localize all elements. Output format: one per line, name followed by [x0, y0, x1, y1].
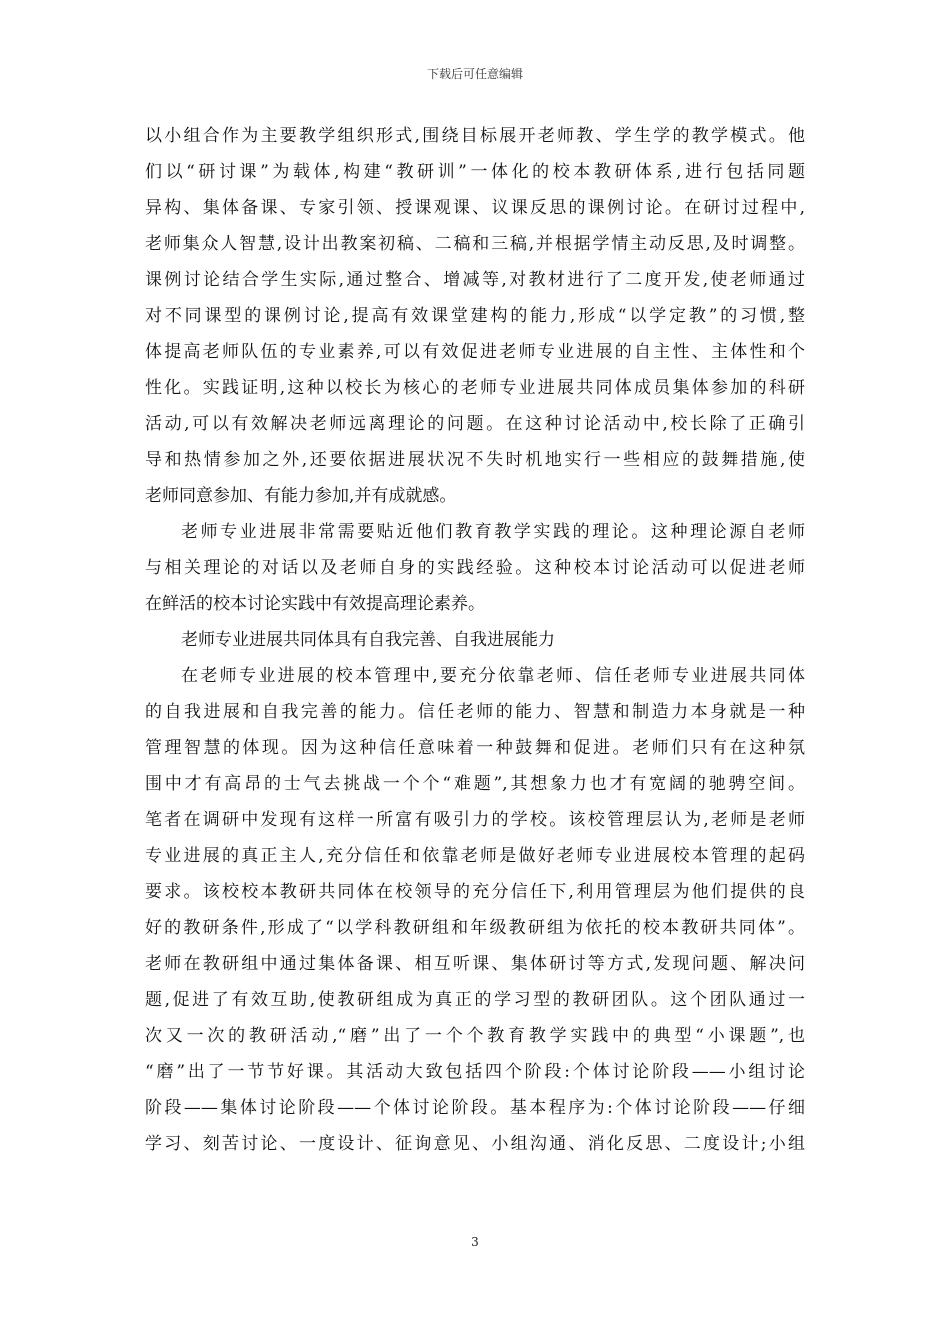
- text-line: 异构、集体备课、专家引领、授课观课、议课反思的课例讨论。在研讨过程中,: [145, 198, 805, 218]
- text-line: 老师在教研组中通过集体备课、相互听课、集体研讨等方式,发现问题、解决问: [145, 954, 805, 974]
- text-line: 在老师专业进展的校本管理中,要充分依靠老师、信任老师专业进展共同体: [181, 666, 805, 686]
- text-line: “磨”出了一节节好课。其活动大致包括四个阶段:个体讨论阶段——小组讨论: [145, 1062, 805, 1082]
- text-line: 对不同课型的课例讨论,提高有效课堂建构的能力,形成“以学定教”的习惯,整: [145, 306, 805, 326]
- text-line: 要求。该校校本教研共同体在校领导的充分信任下,利用管理层为他们提供的良: [145, 882, 805, 902]
- page-header: 下载后可任意编辑: [426, 67, 523, 81]
- text-line: 老师同意参加、有能力参加,并有成就感。: [145, 486, 457, 506]
- text-line: 围中才有高昂的士气去挑战一个个“难题”,其想象力也才有宽阔的驰骋空间。: [145, 774, 805, 794]
- text-line: 活动,可以有效解决老师远离理论的问题。在这种讨论活动中,校长除了正确引: [145, 414, 805, 434]
- text-line: 笔者在调研中发现有这样一所富有吸引力的学校。该校管理层认为,老师是老师: [145, 810, 805, 830]
- text-line: 与相关理论的对话以及老师自身的实践经验。这种校本讨论活动可以促进老师: [145, 558, 805, 578]
- text-line: 老师专业进展非常需要贴近他们教育教学实践的理论。这种理论源自老师: [181, 522, 805, 542]
- text-line: 在鲜活的校本讨论实践中有效提高理论素养。: [145, 594, 485, 614]
- text-line: 次又一次的教研活动,“磨”出了一个个教育教学实践中的典型“小课题”,也: [145, 1026, 805, 1046]
- text-line: 导和热情参加之外,还要依据进展状况不失时机地实行一些相应的鼓舞措施,使: [145, 450, 805, 470]
- page-number: 3: [471, 1235, 479, 1249]
- text-line: 的自我进展和自我完善的能力。信任老师的能力、智慧和制造力本身就是一种: [145, 702, 805, 722]
- text-line: 课例讨论结合学生实际,通过整合、增减等,对教材进行了二度开发,使老师通过: [145, 270, 805, 290]
- text-line: 们以“研讨课”为载体,构建“教研训”一体化的校本教研体系,进行包括同题: [145, 162, 805, 182]
- section-heading: 老师专业进展共同体具有自我完善、自我进展能力: [181, 630, 555, 650]
- text-line: 学习、刻苦讨论、一度设计、征询意见、小组沟通、消化反思、二度设计;小组: [145, 1134, 805, 1154]
- text-line: 以小组合作为主要教学组织形式,围绕目标展开老师教、学生学的教学模式。他: [145, 126, 805, 146]
- text-line: 体提高老师队伍的专业素养,可以有效促进老师专业进展的自主性、主体性和个: [145, 342, 805, 362]
- document-body: [145, 118, 805, 1162]
- text-line: 性化。实践证明,这种以校长为核心的老师专业进展共同体成员集体参加的科研: [145, 378, 805, 398]
- text-line: 管理智慧的体现。因为这种信任意味着一种鼓舞和促进。老师们只有在这种氛: [145, 738, 805, 758]
- text-line: 题,促进了有效互助,使教研组成为真正的学习型的教研团队。这个团队通过一: [145, 990, 805, 1010]
- text-line: 专业进展的真正主人,充分信任和依靠老师是做好老师专业进展校本管理的起码: [145, 846, 805, 866]
- text-line: 老师集众人智慧,设计出教案初稿、二稿和三稿,并根据学情主动反思,及时调整。: [145, 234, 805, 254]
- text-line: 阶段——集体讨论阶段——个体讨论阶段。基本程序为:个体讨论阶段——仔细: [145, 1098, 805, 1118]
- text-line: 好的教研条件,形成了“以学科教研组和年级教研组为依托的校本教研共同体”。: [145, 918, 805, 938]
